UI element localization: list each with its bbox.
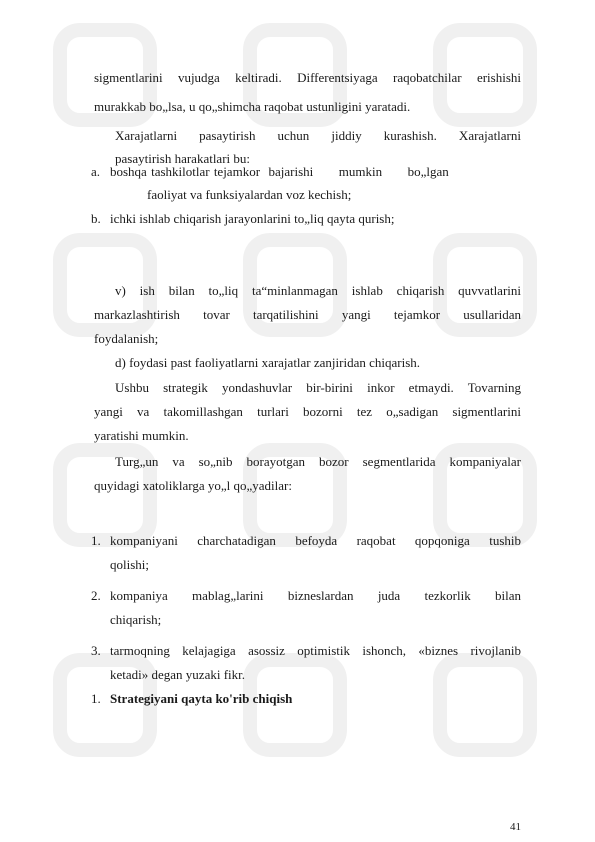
paragraph-line: Turg„un va so„nib borayotgan bozor segmentlarida kompaniyalar <box>115 454 521 469</box>
paragraph-line: quyidagi xatoliklarga yo„l qo„yadilar: <box>94 478 292 493</box>
paragraph-line: d) foydasi past faoliyatlarni xarajatlar zanjiridan chiqarish. <box>115 355 421 370</box>
page-number: 41 <box>510 821 521 833</box>
paragraph-line: Ushbu strategik yondashuvlar bir-birini inkor etmaydi. Tovarning <box>115 380 521 395</box>
section-heading: Strategiyani qayta ko'rib chiqish <box>110 691 293 706</box>
list-item-b: ichki ishlab chiqarish jarayonlarini to„liq qayta qurish; <box>110 211 395 226</box>
paragraph-line: yaratishi mumkin. <box>94 428 189 443</box>
list-item: tarmoqning kelajagiga asossiz optimistik ishonch, «biznes rivojlanib <box>110 643 521 658</box>
paragraph-line: yangi va takomillashgan turlari bozorni tez o„sadigan sigmentlarini <box>94 404 521 419</box>
paragraph-line: markazlashtirish tovar tarqatilishini yangi tejamkor usullaridan <box>94 307 521 322</box>
paragraph-line: v) ish bilan to„liq ta“minlanmagan ishlab chiqarish quvvatlarini <box>115 283 521 298</box>
list-item-cont: chiqarish; <box>110 612 162 627</box>
list-item-a-cont: faoliyat va funksiyalardan voz kechish; <box>147 187 352 202</box>
paragraph-line: sigmentlarini vujudga keltiradi. Differentsiyaga raqobatchilar erishishi <box>94 70 521 85</box>
heading-number: 1. <box>91 691 101 706</box>
list-label-a: a. <box>91 164 101 179</box>
paragraph-line: Xarajatlarni pasaytirish uchun jiddiy kurashish. Xarajatlarni <box>115 128 521 143</box>
paragraph-line: foydalanish; <box>94 331 159 346</box>
paragraph-line: murakkab bo„lsa, u qo„shimcha raqobat ustunligini yaratadi. <box>94 99 411 114</box>
list-item: kompaniyani charchatadigan befoyda raqobat qopqoniga tushib <box>110 533 521 548</box>
list-number: 2. <box>91 588 101 603</box>
list-number: 1. <box>91 533 101 548</box>
list-item-cont: qolishi; <box>110 557 150 572</box>
list-number: 3. <box>91 643 101 658</box>
paragraph-line: pasaytirish harakatlari bu: <box>115 151 251 166</box>
list-item: kompaniya mablag„larini bizneslardan juda tezkorlik bilan <box>110 588 521 603</box>
list-item-a: boshqa tashkilotlar tejamkor bajarishi mumkin bo„lgan <box>110 164 449 179</box>
list-item-cont: ketadi» degan yuzaki fikr. <box>110 667 246 682</box>
list-label-b: b. <box>91 211 101 226</box>
